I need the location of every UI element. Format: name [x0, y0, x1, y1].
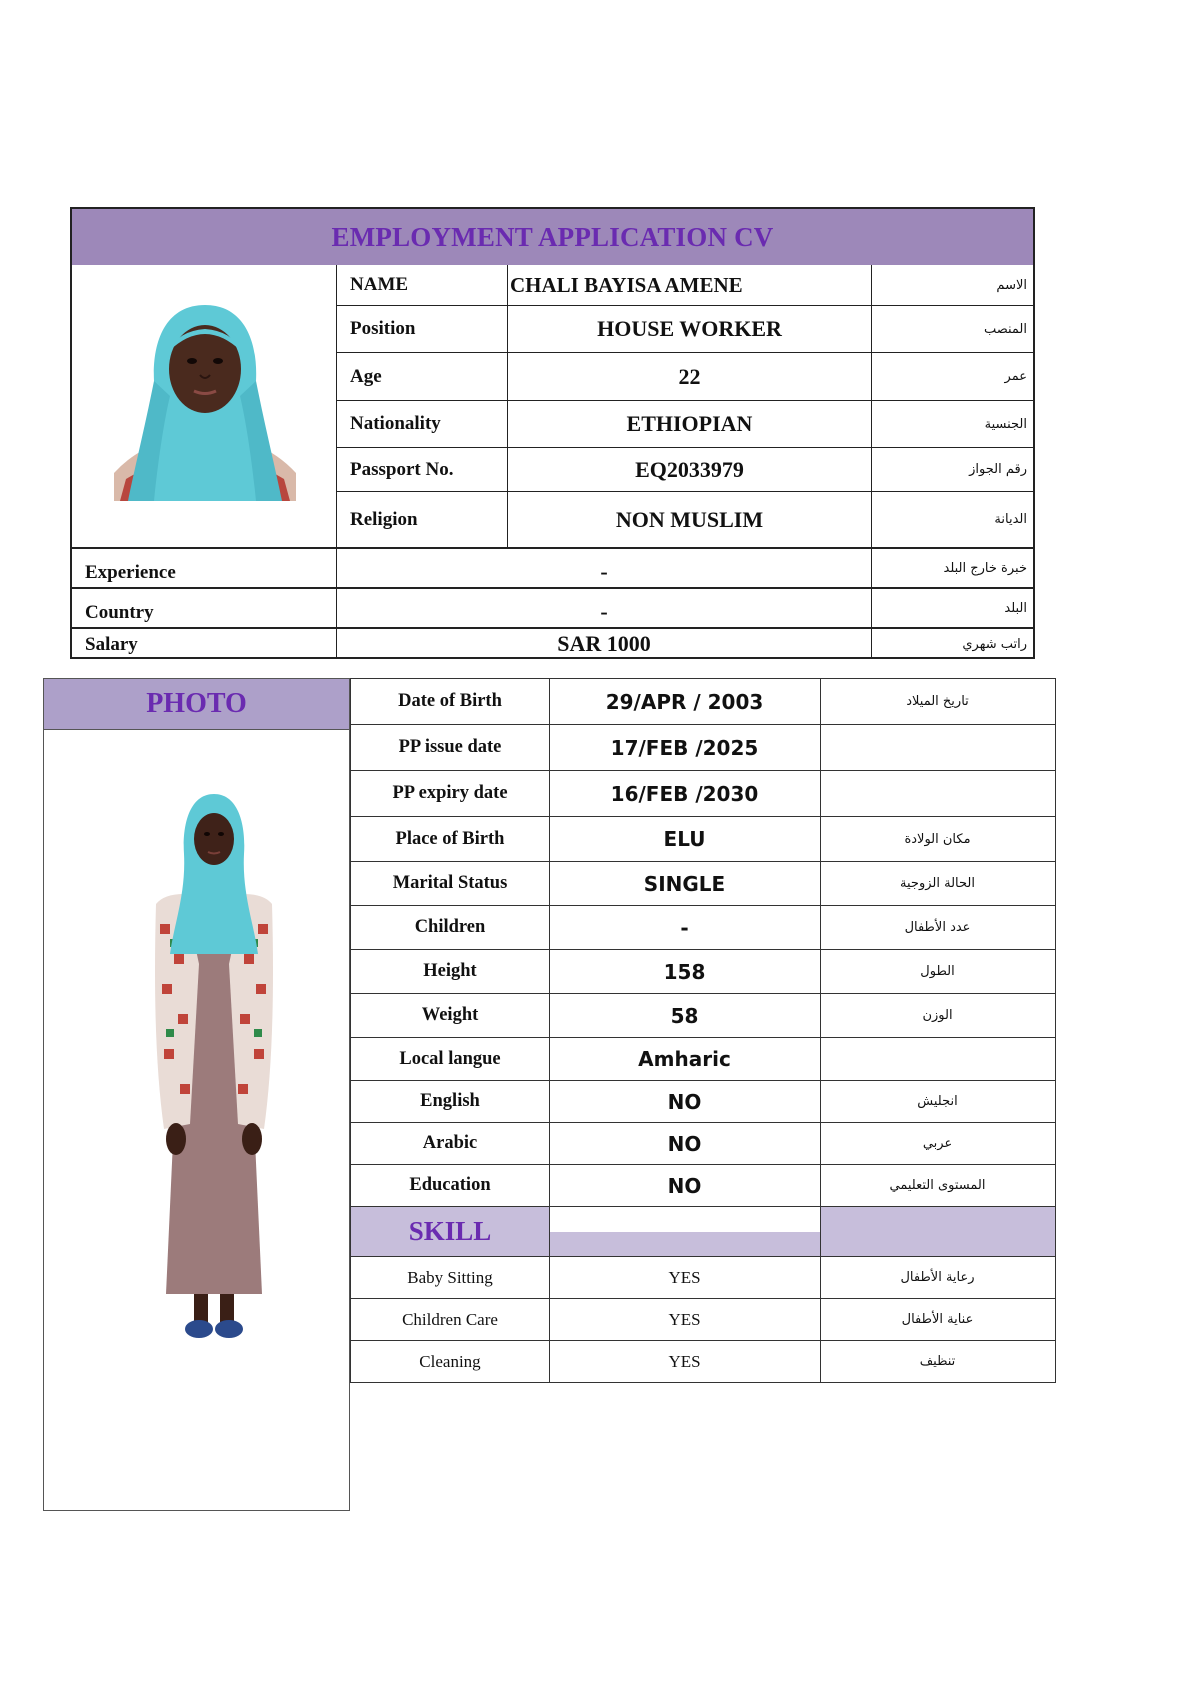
label-passport: Passport No.: [337, 448, 508, 491]
detail-label: Date of Birth: [351, 679, 550, 724]
row-position: [337, 306, 1033, 353]
detail-row: [350, 994, 1056, 1038]
skill-label: Children Care: [351, 1299, 550, 1340]
value-nationality: ETHIOPIAN: [508, 401, 872, 447]
detail-label: Education: [351, 1165, 550, 1206]
skill-value: YES: [549, 1341, 821, 1382]
detail-row: [350, 862, 1056, 906]
label-name: NAME: [337, 265, 508, 305]
skill-value: YES: [549, 1257, 821, 1298]
cv-summary-table: [70, 207, 1035, 659]
row-experience: [72, 547, 1033, 587]
label-country: Country: [72, 589, 337, 627]
detail-label: Children: [351, 906, 550, 949]
detail-value: 29/APR / 2003: [549, 679, 821, 724]
detail-label: Arabic: [351, 1123, 550, 1164]
skill-arabic-label: تنظيف: [919, 1354, 956, 1369]
detail-arabic-label: عربي: [922, 1136, 953, 1151]
detail-value: NO: [549, 1123, 821, 1164]
detail-row: [350, 1081, 1056, 1123]
detail-value: 58: [549, 994, 821, 1037]
detail-row: [350, 678, 1056, 725]
detail-row: [350, 1123, 1056, 1165]
skill-label: Cleaning: [351, 1341, 550, 1382]
row-salary: [72, 627, 1033, 659]
detail-label: Weight: [351, 994, 550, 1037]
detail-arabic-label: [820, 1038, 1055, 1080]
row-country: [72, 587, 1033, 627]
skill-row: [350, 1341, 1056, 1383]
value-passport: EQ2033979: [508, 448, 872, 491]
skill-header: [350, 1207, 1056, 1257]
detail-arabic-label: انجليش: [917, 1094, 958, 1109]
detail-arabic-label: [820, 725, 1055, 770]
label-position: Position: [337, 306, 508, 352]
detail-arabic-label: الطول: [920, 964, 955, 979]
skill-row: [350, 1257, 1056, 1299]
skill-title: SKILL: [351, 1207, 550, 1256]
portrait-cell: [72, 265, 337, 547]
detail-label: Local langue: [351, 1038, 550, 1080]
detail-row: [350, 771, 1056, 817]
detail-value: ELU: [549, 817, 821, 861]
detail-arabic-label: عدد الأطفال: [904, 920, 971, 935]
ar-age: عمر: [1004, 369, 1027, 384]
ar-passport: رقم الجواز: [969, 462, 1027, 477]
row-religion: [337, 492, 1033, 547]
skill-value: YES: [549, 1299, 821, 1340]
portrait-photo: [114, 301, 296, 501]
value-salary: SAR 1000: [337, 629, 872, 659]
value-position: HOUSE WORKER: [508, 306, 872, 352]
detail-value: -: [549, 906, 821, 949]
detail-value: 17/FEB /2025: [549, 725, 821, 770]
label-age: Age: [337, 353, 508, 400]
detail-arabic-label: مكان الولادة: [904, 831, 971, 847]
skill-header-divider: [820, 1207, 821, 1256]
detail-value: NO: [549, 1081, 821, 1122]
skill-label: Baby Sitting: [351, 1257, 550, 1298]
detail-label: English: [351, 1081, 550, 1122]
label-religion: Religion: [337, 492, 508, 547]
detail-value: NO: [549, 1165, 821, 1206]
skill-arabic-label: عناية الأطفال: [901, 1312, 974, 1327]
value-age: 22: [508, 353, 872, 400]
cv-title: EMPLOYMENT APPLICATION CV: [72, 209, 1033, 265]
detail-label: PP expiry date: [351, 771, 550, 816]
detail-row: [350, 817, 1056, 862]
detail-value: SINGLE: [549, 862, 821, 905]
label-salary: Salary: [72, 629, 337, 659]
detail-value: Amharic: [549, 1038, 821, 1080]
detail-arabic-label: الوزن: [922, 1008, 953, 1023]
ar-position: المنصب: [983, 321, 1027, 337]
detail-label: Height: [351, 950, 550, 993]
ar-country: البلد: [1004, 600, 1027, 616]
detail-value: 158: [549, 950, 821, 993]
skill-row: [350, 1299, 1056, 1341]
row-passport: [337, 448, 1033, 492]
ar-name: الاسم: [996, 277, 1027, 293]
full-body-photo: [144, 794, 284, 1354]
detail-row: [350, 950, 1056, 994]
detail-arabic-label: الحالة الزوجية: [900, 876, 975, 891]
detail-row: [350, 906, 1056, 950]
ar-nationality: الجنسية: [984, 416, 1027, 432]
value-experience: -: [337, 549, 872, 587]
detail-row: [350, 725, 1056, 771]
row-nationality: [337, 401, 1033, 448]
label-nationality: Nationality: [337, 401, 508, 447]
detail-label: PP issue date: [351, 725, 550, 770]
photo-column: [43, 678, 350, 1511]
ar-salary: راتب شهري: [962, 636, 1027, 652]
value-religion: NON MUSLIM: [508, 492, 872, 547]
detail-value: 16/FEB /2030: [549, 771, 821, 816]
label-experience: Experience: [72, 549, 337, 587]
skill-header-blank: [550, 1207, 820, 1232]
detail-label: Marital Status: [351, 862, 550, 905]
row-age: [337, 353, 1033, 401]
detail-arabic-label: [820, 771, 1055, 816]
row-name: [337, 265, 1033, 306]
ar-religion: الديانة: [994, 512, 1027, 527]
detail-arabic-label: المستوى التعليمي: [889, 1178, 986, 1193]
value-name: CHALI BAYISA AMENE: [508, 265, 872, 305]
detail-label: Place of Birth: [351, 817, 550, 861]
detail-row: [350, 1165, 1056, 1207]
skill-arabic-label: رعاية الأطفال: [900, 1270, 975, 1285]
value-country: -: [337, 589, 872, 627]
detail-row: [350, 1038, 1056, 1081]
photo-title: PHOTO: [44, 679, 349, 730]
ar-experience: خبرة خارج البلد: [943, 560, 1027, 576]
detail-arabic-label: تاريخ الميلاد: [906, 694, 969, 709]
